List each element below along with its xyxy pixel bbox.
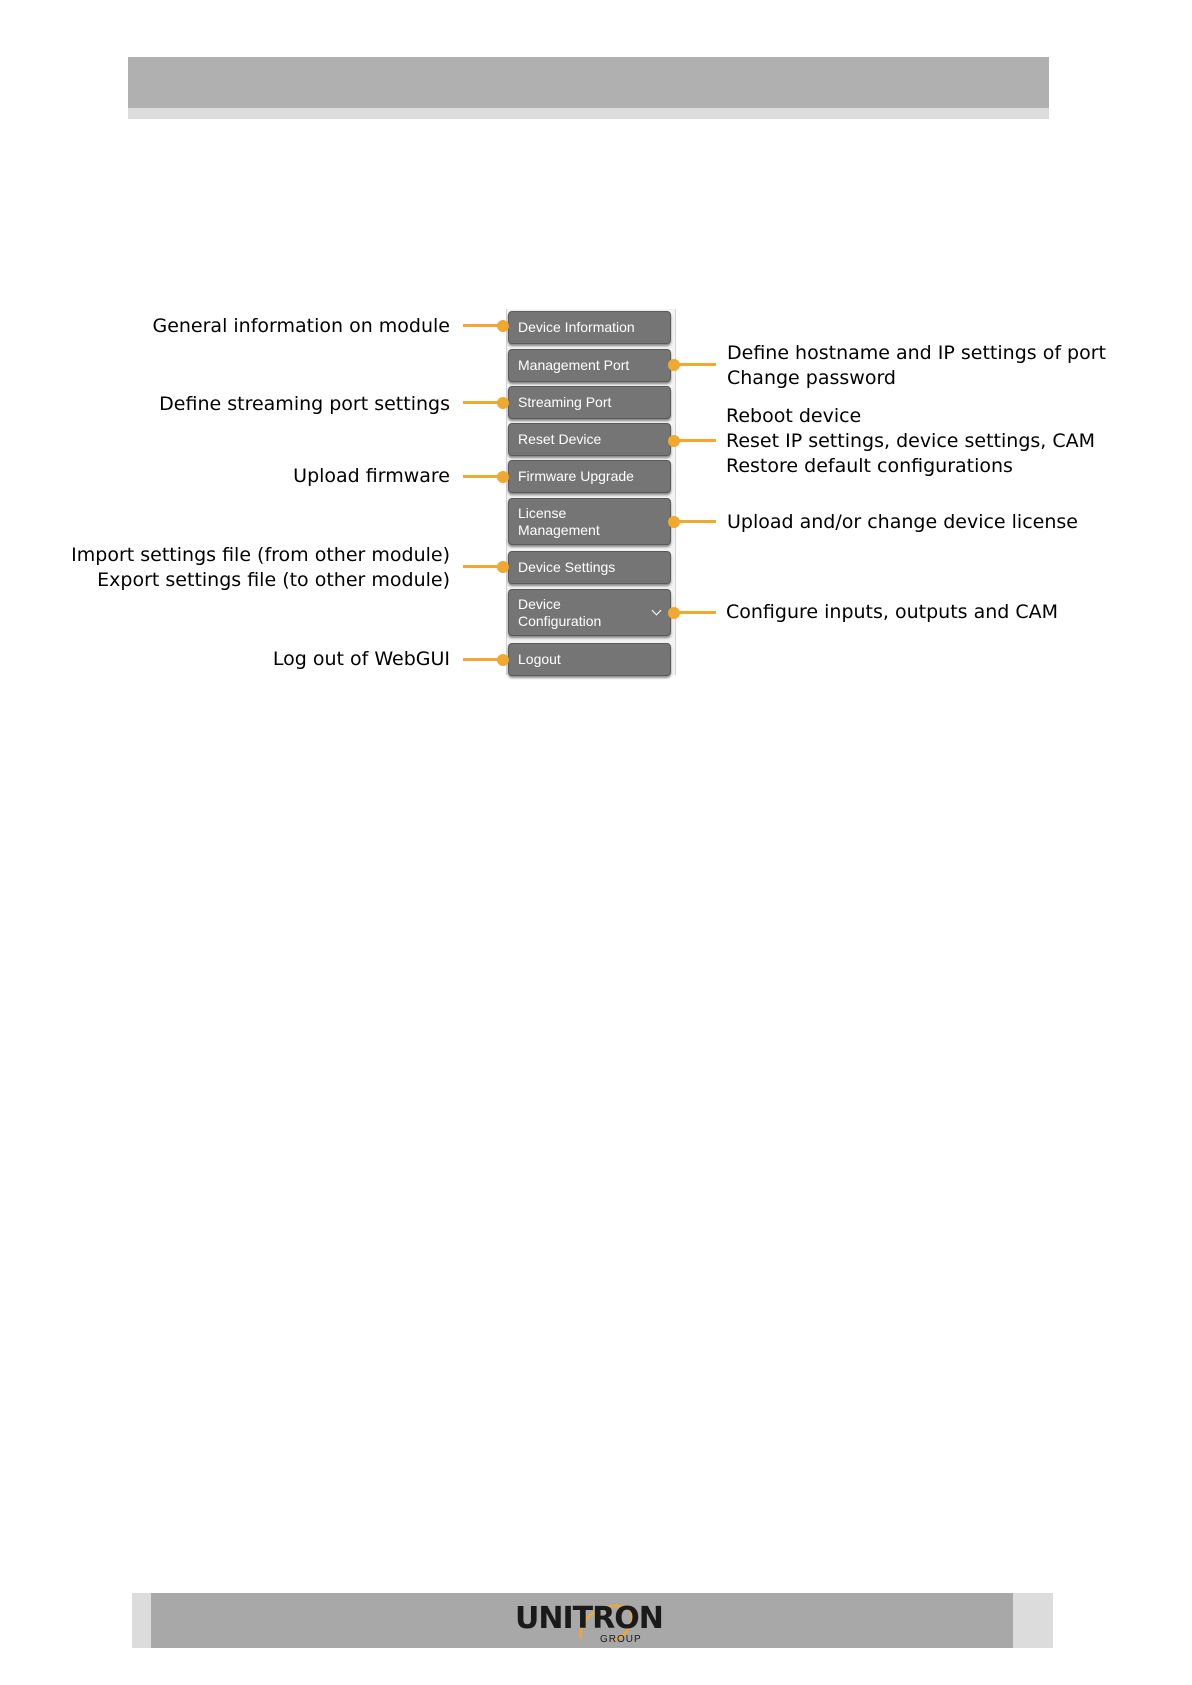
menu-management-port-button[interactable] <box>508 349 671 382</box>
callout-reset-device <box>726 404 1095 479</box>
callout-line: Upload firmware <box>293 465 450 487</box>
callout-line: Reset IP settings, device settings, CAM <box>726 430 1096 452</box>
callout-firmware-upgrade <box>293 464 450 489</box>
callout-management-port <box>727 341 1106 391</box>
callout-line: Define streaming port settings <box>159 393 450 415</box>
callout-streaming-port <box>159 392 450 417</box>
menu-logout-button[interactable] <box>508 643 671 676</box>
connector-line <box>674 363 716 366</box>
menu-item-label: Device Settings <box>518 559 616 575</box>
menu-item-label: Streaming Port <box>518 394 612 410</box>
menu-device-information-button[interactable] <box>508 311 671 344</box>
callout-device-configuration <box>726 600 1058 625</box>
callout-line: Reboot device <box>726 405 862 427</box>
connector-line <box>674 439 716 442</box>
callout-line: Import settings file (from other module) <box>71 544 450 566</box>
callout-line: Restore default configurations <box>726 455 1013 477</box>
menu-item-label: Reset Device <box>518 431 602 447</box>
header-bar <box>128 57 1049 108</box>
callout-line: Export settings file (to other module) <box>97 569 450 591</box>
menu-device-configuration-button[interactable] <box>508 589 671 636</box>
callout-device-settings <box>71 543 450 593</box>
callout-license-management <box>727 510 1078 535</box>
connector-line <box>674 611 716 614</box>
callout-line: Upload and/or change device license <box>727 511 1078 533</box>
connector-line <box>674 520 716 523</box>
menu-streaming-port-button[interactable] <box>508 386 671 419</box>
connector-dot <box>497 561 509 573</box>
menu-item-label: Device Configuration <box>518 595 602 629</box>
menu-item-label: Management Port <box>518 357 630 373</box>
menu-firmware-upgrade-button[interactable] <box>508 460 671 493</box>
callout-line: Change password <box>727 367 896 389</box>
menu-item-label: Logout <box>518 651 561 667</box>
connector-dot <box>497 471 509 483</box>
logo-subtext: GROUP <box>600 1634 642 1645</box>
header-strip <box>128 108 1049 119</box>
callout-line: Configure inputs, outputs and CAM <box>726 601 1059 623</box>
connector-dot <box>497 397 509 409</box>
connector-dot <box>497 320 509 332</box>
callout-line: Log out of WebGUI <box>272 648 450 670</box>
connector-dot <box>497 654 509 666</box>
menu-reset-device-button[interactable] <box>508 423 671 456</box>
callout-line: Define hostname and IP settings of port <box>727 342 1106 364</box>
menu-device-settings-button[interactable] <box>508 551 671 584</box>
menu-item-label: License Management <box>518 504 600 538</box>
callout-logout <box>273 647 450 672</box>
menu-item-label: Firmware Upgrade <box>518 468 634 484</box>
chevron-down-icon <box>652 605 662 615</box>
unitron-logo <box>515 1598 663 1648</box>
logo-text: UNITRON <box>515 1601 663 1636</box>
menu-item-label: Device Information <box>518 319 635 335</box>
callout-line: General information on module <box>152 315 450 337</box>
callout-device-information <box>152 314 450 339</box>
menu-license-management-button[interactable] <box>508 498 671 545</box>
